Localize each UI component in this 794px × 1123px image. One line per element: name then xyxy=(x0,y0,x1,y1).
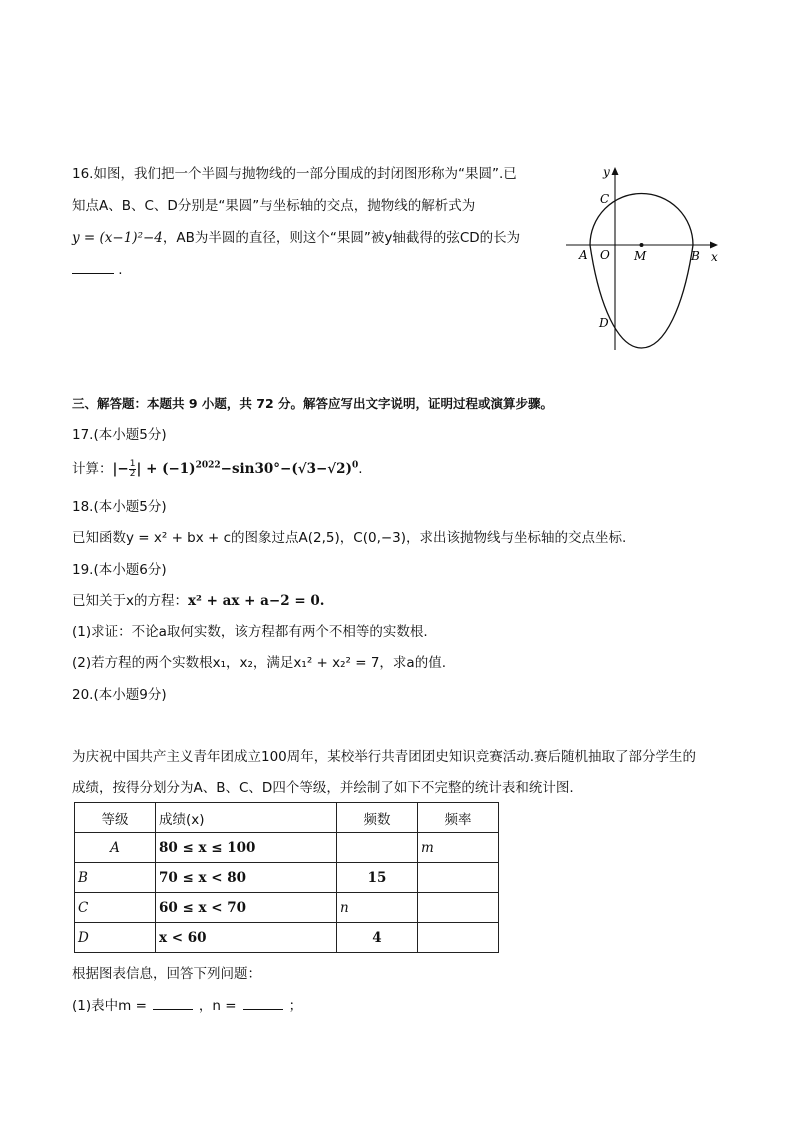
label-b: B xyxy=(691,249,700,263)
row-d-frequency: 4 xyxy=(337,923,418,953)
header-grade: 等级 xyxy=(75,803,156,833)
answer-blank-m xyxy=(153,996,193,1010)
grade-table xyxy=(74,802,499,953)
y-axis-arrow xyxy=(612,167,619,175)
label-a: A xyxy=(579,248,588,262)
row-b-frequency: 15 xyxy=(337,863,418,893)
label-c: C xyxy=(600,192,610,206)
q16-line3-text: ，AB为半圆的直径，则这个“果圆”被y轴截得的弦CD的长为 xyxy=(162,230,521,246)
row-d-rate xyxy=(418,923,499,953)
q16-line4 xyxy=(72,260,123,280)
label-m: M xyxy=(634,249,647,263)
header-rate: 频率 xyxy=(418,803,499,833)
row-b-score: 70 ≤ x < 80 xyxy=(156,863,337,893)
q17-body xyxy=(72,459,363,479)
row-a-score: 80 ≤ x ≤ 100 xyxy=(156,833,337,863)
table-row xyxy=(75,863,499,893)
fraction-den: 2 xyxy=(129,468,136,479)
label-y: y xyxy=(603,165,610,179)
table-row xyxy=(75,923,499,953)
row-c-grade: C xyxy=(75,893,156,923)
row-c-frequency: n xyxy=(337,893,418,923)
header-score: 成绩(x) xyxy=(156,803,337,833)
label-o: O xyxy=(600,248,610,262)
q16-line3 xyxy=(72,228,520,248)
row-b-rate xyxy=(418,863,499,893)
q19-stem-text: 已知关于x的方程： xyxy=(72,593,188,609)
row-a-frequency xyxy=(337,833,418,863)
label-d: D xyxy=(599,316,609,330)
q19-equation: x² + ax + a−2 = 0. xyxy=(188,593,325,609)
q20-head: 20.(本小题9分) xyxy=(72,687,167,703)
answer-blank xyxy=(72,260,114,274)
section3-heading: 三、解答题：本题共 9 小题，共 72 分。解答应写出文字说明，证明过程或演算步骤。 xyxy=(72,396,554,411)
q20-part1-m: (1)表中m = xyxy=(72,998,147,1014)
row-c-score: 60 ≤ x < 70 xyxy=(156,893,337,923)
q17-prefix: 计算： xyxy=(72,461,113,477)
q17-end: . xyxy=(358,461,363,477)
q17-exp1: 2022 xyxy=(195,460,221,471)
q17-power-term: | + (−1) xyxy=(136,461,196,477)
q17-head: 17.(本小题5分) xyxy=(72,427,167,443)
q19-part2: (2)若方程的两个实数根x₁，x₂，满足x₁² + x₂² = 7，求a的值. xyxy=(72,655,446,671)
table-row xyxy=(75,833,499,863)
row-c-rate xyxy=(418,893,499,923)
q17-exp2: 0 xyxy=(351,460,359,471)
q17-abs-open: |− xyxy=(112,461,129,477)
q20-part1 xyxy=(72,996,302,1016)
row-a-grade: A xyxy=(75,833,156,863)
row-d-score: x < 60 xyxy=(156,923,337,953)
q18-head: 18.(本小题5分) xyxy=(72,499,167,515)
q16-line2: 知点A、B、C、D分别是“果圆”与坐标轴的交点，抛物线的解析式为 xyxy=(72,198,476,214)
label-x: x xyxy=(711,250,718,264)
parabola-equation: y = (x−1)²−4 xyxy=(72,230,163,246)
table-header-row xyxy=(75,803,499,833)
q16-line1: 16.如图，我们把一个半圆与抛物线的一部分围成的封闭图形称为“果圆”.已 xyxy=(72,166,517,182)
row-d-grade: D xyxy=(75,923,156,953)
q20-after-table: 根据图表信息，回答下列问题： xyxy=(72,966,261,982)
q20-intro2: 成绩，按得分划分为A、B、C、D四个等级，并绘制了如下不完整的统计表和统计图. xyxy=(72,780,574,796)
header-frequency: 频数 xyxy=(337,803,418,833)
table-row xyxy=(75,893,499,923)
q17-sin-term: −sin30°−(√3−√2) xyxy=(220,461,352,477)
q16-period: . xyxy=(118,262,123,278)
row-b-grade: B xyxy=(75,863,156,893)
x-axis-arrow xyxy=(710,242,718,249)
q18-body: 已知函数y = x² + bx + c的图象过点A(2,5)，C(0,−3)，求出该抛物线与坐标轴的交点坐标. xyxy=(72,530,627,546)
q19-stem xyxy=(72,591,324,611)
q19-part1: (1)求证：不论a取何实数，该方程都有两个不相等的实数根. xyxy=(72,624,428,640)
row-a-rate: m xyxy=(418,833,499,863)
q19-head: 19.(本小题6分) xyxy=(72,562,167,578)
answer-blank-n xyxy=(243,996,283,1010)
q20-intro1: 为庆祝中国共产主义青年团成立100周年，某校举行共青团团史知识竞赛活动.赛后随机抽取了部分学生的 xyxy=(72,749,697,765)
q20-part1-end: ； xyxy=(288,998,303,1014)
guoyuan-figure xyxy=(560,158,730,358)
q20-part1-n: ，n = xyxy=(198,998,237,1014)
point-m xyxy=(640,243,644,247)
fraction-num: 1 xyxy=(129,458,136,469)
